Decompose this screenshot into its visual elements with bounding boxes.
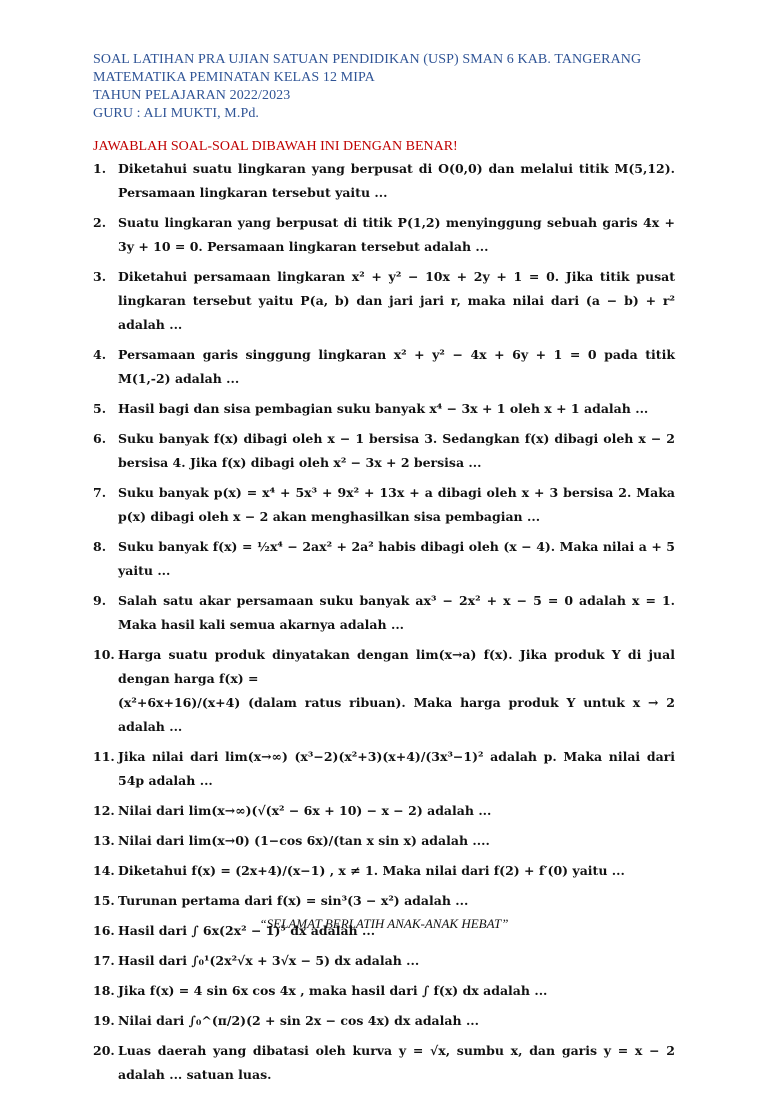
question-text: Harga suatu produk dinyatakan dengan lim(x→a) f(x). Jika produk Y di jual dengan harga f(x) = (x²+6x+16)/(x+4) (dalam ratus ribuan). Maka harga produk Y untuk x → 2 adalah ... [118,647,675,734]
question-item [93,979,675,1003]
question-number: 1. [93,161,107,176]
question-item [93,157,675,205]
question-number: 14. [93,863,115,878]
header-subject-line: MATEMATIKA PEMINATAN KELAS 12 MIPA [93,70,375,85]
question-number: 15. [93,893,115,908]
question-item [93,535,675,583]
question-number: 6. [93,431,107,446]
question-number: 4. [93,347,107,362]
question-item [93,829,675,853]
question-number: 5. [93,401,107,416]
question-item [93,343,675,391]
question-text: Luas daerah yang dibatasi oleh kurva y = √x, sumbu x, dan garis y = x − 2 adalah ... satuan luas. [118,1043,675,1082]
question-text: Hasil dari ∫₀¹(2x²√x + 3√x − 5) dx adalah ... [118,953,420,968]
question-item [93,799,675,823]
question-text: Suku banyak f(x) = ½x⁴ − 2ax² + 2a² habis dibagi oleh (x − 4). Maka nilai a + 5 yaitu ... [118,539,675,578]
question-number: 18. [93,983,115,998]
question-text: Salah satu akar persamaan suku banyak ax³ − 2x² + x − 5 = 0 adalah x = 1. Maka hasil kali semua akarnya adalah ... [118,593,675,632]
question-text: Jika f(x) = 4 sin 6x cos 4x , maka hasil dari ∫ f(x) dx adalah ... [118,983,548,998]
question-text: Diketahui f(x) = (2x+4)/(x−1) , x ≠ 1. Maka nilai dari f(2) + f′(0) yaitu ... [118,863,625,878]
question-number: 2. [93,215,107,230]
question-number: 17. [93,953,115,968]
question-text: Diketahui suatu lingkaran yang berpusat di O(0,0) dan melalui titik M(5,12). Persamaan lingkaran tersebut yaitu ... [118,161,675,200]
question-number: 3. [93,269,107,284]
question-item [93,397,675,421]
question-list [93,157,675,1093]
question-item [93,211,675,259]
question-item [93,889,675,913]
document-header [93,51,713,123]
question-item [93,643,675,739]
question-number: 13. [93,833,115,848]
question-number: 7. [93,485,107,500]
question-number: 8. [93,539,107,554]
question-item [93,1039,675,1087]
question-number: 11. [93,749,115,764]
question-number: 9. [93,593,107,608]
question-item [93,949,675,973]
question-item [93,265,675,337]
question-number: 20. [93,1043,115,1058]
question-text: Nilai dari ∫₀^(π/2)(2 + sin 2x − cos 4x) dx adalah ... [118,1013,479,1028]
instruction-heading: JAWABLAH SOAL-SOAL DIBAWAH INI DENGAN BENAR! [93,139,458,154]
header-school-line: SOAL LATIHAN PRA UJIAN SATUAN PENDIDIKAN (USP) SMAN 6 KAB. TANGERANG [93,52,642,67]
question-text: Suku banyak p(x) = x⁴ + 5x³ + 9x² + 13x + a dibagi oleh x + 3 bersisa 2. Maka p(x) dibagi oleh x − 2 akan menghasilkan sisa pembagian ... [118,485,675,524]
question-text: Persamaan garis singgung lingkaran x² + y² − 4x + 6y + 1 = 0 pada titik M(1,-2) adalah ... [118,347,675,386]
question-item [93,427,675,475]
header-teacher-line: GURU : ALI MUKTI, M.Pd. [93,106,260,121]
question-text: Nilai dari lim(x→∞)(√(x² − 6x + 10) − x − 2) adalah ... [118,803,492,818]
question-number: 16. [93,923,115,938]
question-text: Hasil dari ∫ 6x(2x² − 1)⁵ dx adalah ... [118,923,376,938]
closing-motto: “SELAMAT BERLATIH ANAK-ANAK HEBAT” [259,916,509,931]
question-number: 12. [93,803,115,818]
question-item [93,589,675,637]
question-text: Suatu lingkaran yang berpusat di titik P(1,2) menyinggung sebuah garis 4x + 3y + 10 = 0. Persamaan lingkaran tersebut adalah ... [118,215,675,254]
question-number: 19. [93,1013,115,1028]
question-text: Suku banyak f(x) dibagi oleh x − 1 bersisa 3. Sedangkan f(x) dibagi oleh x − 2 bersisa 4. Jika f(x) dibagi oleh x² − 3x + 2 bersisa ... [118,431,675,470]
question-text: Hasil bagi dan sisa pembagian suku banyak x⁴ − 3x + 1 oleh x + 1 adalah ... [118,401,649,416]
question-item [93,1009,675,1033]
question-text: Nilai dari lim(x→0) (1−cos 6x)/(tan x sin x) adalah .... [118,833,490,848]
question-text: Turunan pertama dari f(x) = sin³(3 − x²) adalah ... [118,893,469,908]
question-number: 10. [93,647,115,662]
question-item [93,481,675,529]
header-year-line: TAHUN PELAJARAN 2022/2023 [93,88,291,103]
question-text: Diketahui persamaan lingkaran x² + y² − 10x + 2y + 1 = 0. Jika titik pusat lingkaran tersebut yaitu P(a, b) dan jari jari r, maka nilai dari (a − b) + r² adalah ... [118,269,675,332]
question-item [93,745,675,793]
question-item [93,859,675,883]
question-text: Jika nilai dari lim(x→∞) (x³−2)(x²+3)(x+4)/(3x³−1)² adalah p. Maka nilai dari 54p adalah ... [118,749,675,788]
